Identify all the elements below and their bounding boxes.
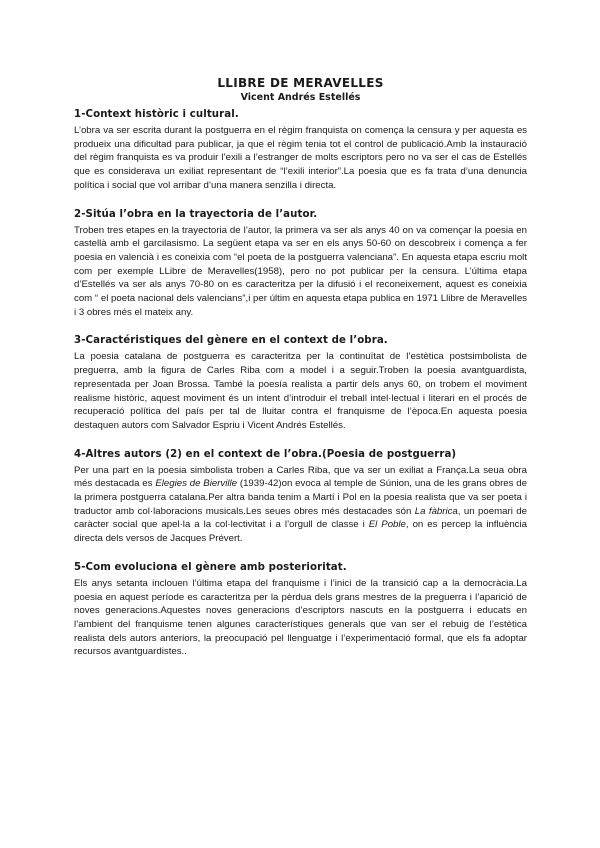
section-paragraph: L’obra va ser escrita durant la postguerra en el règim franquista on comença la censura y per aquesta es produeix una dificultad para publicar, ja que el règim tenia tot el control de publicació.Amb la instauració del règim franquista es va produir l’exili a l’estranger de molts escriptors pero no va ser el cas de Estellés que es considerava un exiliat representant de “l’exili interior”.La poesia que es fa trata d’una denuncia política i social que vol arribar d’una manera senzilla i directa. (74, 125, 527, 191)
book-title: El Poble (368, 519, 406, 531)
section-paragraph (74, 464, 527, 546)
section-other-authors (74, 448, 527, 546)
book-title: Elegies de Bierville (155, 478, 238, 490)
paragraph-text: (1939-42)on evoca al temple de Súnion, una de les grans obres de la primera postguerra catalana.Per altra banda tenim a Martí i Pol en la poesia realista que va ser poeta i traductor amb col·laboracions musicals.Les seues obres més destacades són (74, 478, 528, 517)
paragraph-text: , on es percep la influència directa dels versos de Jacques Prévert. (74, 519, 527, 545)
section-context (74, 108, 527, 193)
section-heading: 5-Com evoluciona el gènere amb posterioritat. (74, 561, 347, 573)
section-heading: 4-Altres autors (2) en el context de l’obra.(Poesia de postguerra) (74, 448, 457, 460)
section-heading: 3-Caractéristiques del gènere en el context de l’obra. (74, 335, 388, 347)
section-paragraph: Troben tres etapes en la trayectoria de l’autor, la primera va ser als anys 40 on va començar la poesia en castellà amb el garcilasismo. La següent etapa va ser en els anys 50-60 on descobreix i comença a fer poesia en valencià i es coneixia com “el poeta de la postguerra valenciana”. En aquesta etapa escriu molt com per exemple LLibre de Meravelles(1958), pero no pot publicar per la censura. L’última etapa d’Estellés va ser als anys 70-80 on es caracteritza per la difusió i el reconeixement, aquest es coneixia com “ el poeta nacional dels valencians”,i per últim en aquesta etapa publica en 1971 Llibre de Meravelles i 3 obres més el mateix any. (74, 224, 527, 318)
section-paragraph: Els anys setanta inclouen l’última etapa del franquisme i l’inici de la transició cap a la democràcia.La poesia en aquest període es caracteritza per la pèrdua dels grans mestres de la preguerra i l’aparició de noves generacions.Aquestes noves generacions d’escriptors nascuts en la postguerra i educats en l’ambient del franquisme tenen algunes característiques generals que van ser el rebuig de l’estètica realista dels autors anteriors, la preocupació pel llenguatge i l’experimentació formal, que els fa adoptar recursos avantguardistes.. (74, 577, 527, 658)
section-heading: 2-Sitúa l’obra en la trayectoria de l’autor. (74, 208, 318, 220)
document-author: Vicent Andrés Estellés (240, 92, 361, 103)
section-trajectory (74, 208, 527, 320)
section-evolution (74, 561, 527, 659)
paragraph-text: Per una part en la poesia simbolista troben a Carles Riba, que va ser un exiliat a França.La seua obra més destacada es (74, 464, 527, 490)
document-title: LLIBRE DE MERAVELLES (217, 76, 384, 90)
paragraph-text: , un poemari de caràcter social que apel·la a la col·lectivitat i a l’orgull de classe i (74, 505, 527, 531)
book-title: La fàbrica (414, 505, 458, 517)
section-paragraph: La poesia catalana de postguerra es caracteritza per la continuïtat de l’estètica postsimbolista de preguerra, amb la figura de Carles Riba com a model i a seguir.Troben la poesia avantguardista, representada per Joan Brossa. També la poesía realista a partir dels anys 60, on trobem el moviment realisme històric, aquest moviment és un intent d’introduir el treball intel·lectual i literari en el procés de recuperació política del país per tal de lluitar contra el franquisme de l’època.En aquesta poesia destaquen autors com Salvador Espriu i Vicent Andrés Estellés. (74, 351, 527, 431)
section-genre-characteristics (74, 334, 527, 432)
section-heading: 1-Context històric i cultural. (74, 109, 239, 120)
